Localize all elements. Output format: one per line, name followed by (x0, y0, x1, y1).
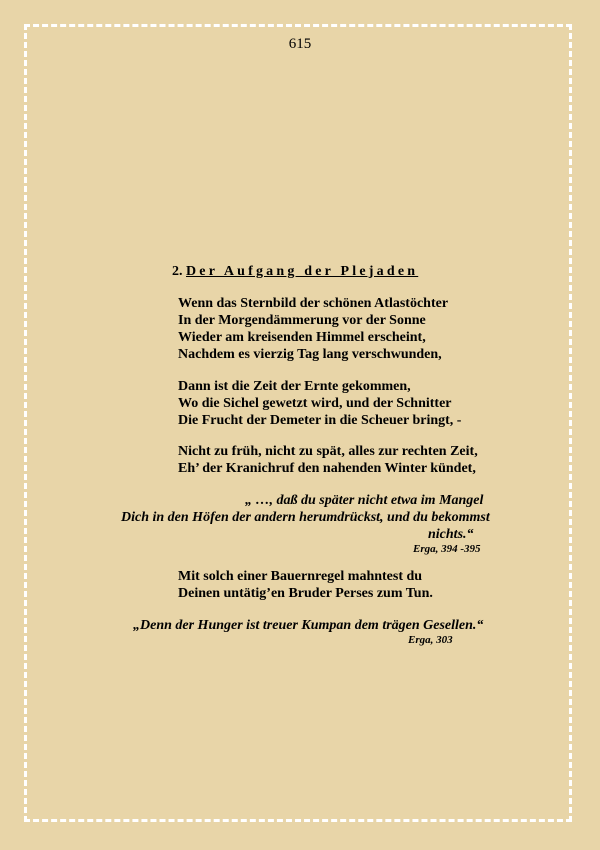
quote-1-line-3: nichts.“ (428, 527, 474, 542)
verse-line: Wo die Sichel gewetzt wird, und der Schnitter (178, 396, 452, 411)
quote-1-source: Erga, 394 -395 (413, 543, 481, 555)
verse-line: Nachdem es vierzig Tag lang verschwunden, (178, 347, 442, 362)
quote-2-line-1: „Denn der Hunger ist treuer Kumpan dem trägen Gesellen.“ (133, 618, 484, 633)
quote-1-line-2: Dich in den Höfen der andern herumdrückst, und du bekommst (121, 510, 490, 525)
verse-line: Eh’ der Kranichruf den nahenden Winter kündet, (178, 461, 476, 476)
section-title: Der Aufgang der Plejaden (186, 264, 419, 279)
quote-2-source: Erga, 303 (408, 634, 453, 646)
stanza-1 (178, 295, 448, 363)
verse-line: Deinen untätig’en Bruder Perses zum Tun. (178, 586, 433, 601)
quote-1-line-1: „ …, daß du später nicht etwa im Mangel (245, 493, 484, 508)
verse-line: Dann ist die Zeit der Ernte gekommen, (178, 379, 411, 394)
verse-line: Wenn das Sternbild der schönen Atlastöchter (178, 296, 449, 311)
verse-line: Die Frucht der Demeter in die Scheuer bringt, - (178, 413, 462, 428)
verse-line: Wieder am kreisenden Himmel erscheint, (178, 330, 426, 345)
verse-line: In der Morgendämmerung vor der Sonne (178, 313, 426, 328)
section-number: 2. (172, 264, 183, 279)
verse-line: Mit solch einer Bauernregel mahntest du (178, 569, 423, 584)
stanza-3 (178, 443, 478, 477)
page-number: 615 (288, 36, 312, 52)
verse-line: Nicht zu früh, nicht zu spät, alles zur rechten Zeit, (178, 444, 478, 459)
stanza-4 (178, 568, 433, 602)
section-heading (172, 264, 418, 280)
stanza-2 (178, 378, 461, 429)
